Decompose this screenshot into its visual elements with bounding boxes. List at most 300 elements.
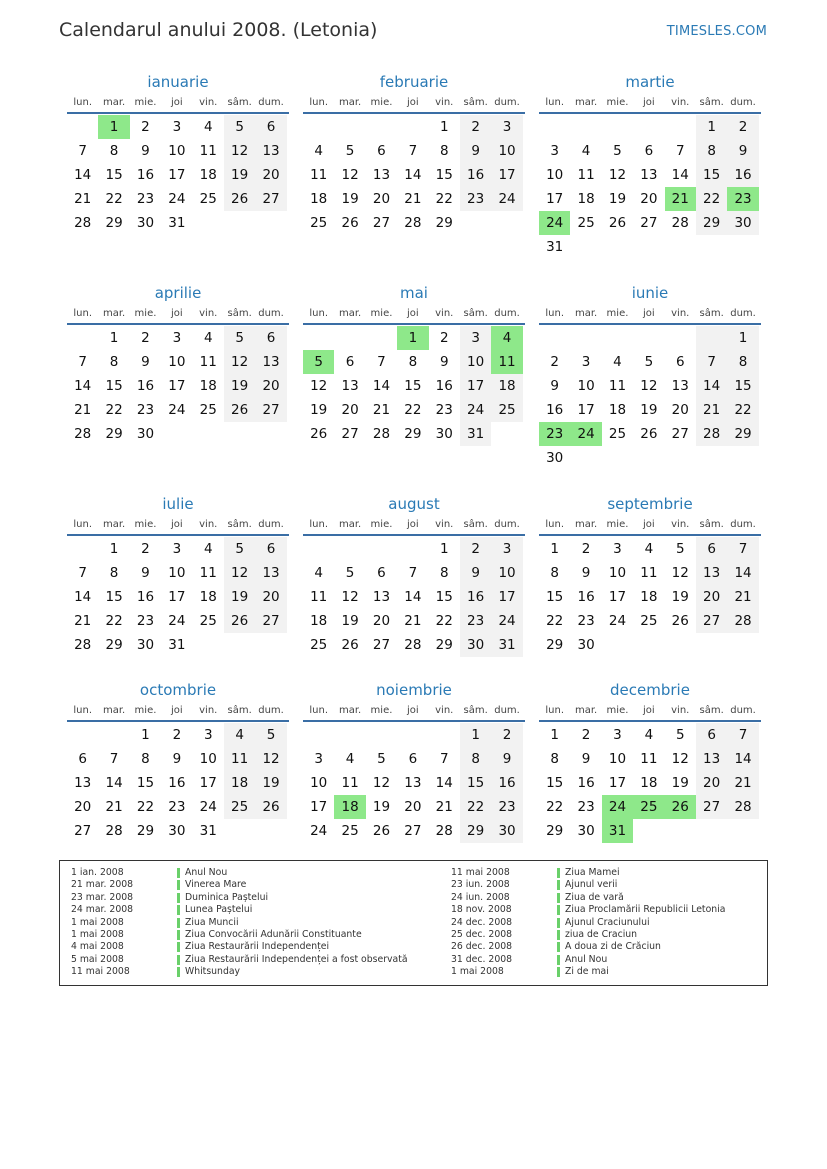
weekday-label: sâm. bbox=[227, 308, 252, 319]
day-cell: 26 bbox=[671, 613, 689, 629]
day-cell: 12 bbox=[341, 167, 359, 183]
day-cell: 24 bbox=[168, 191, 186, 207]
legend-row bbox=[451, 904, 725, 916]
weekday-label: sâm. bbox=[463, 308, 488, 319]
weekday-label: mie. bbox=[370, 97, 393, 108]
day-cell: 30 bbox=[491, 819, 522, 843]
day-cell: 24 bbox=[199, 799, 217, 815]
day-cell: 4 bbox=[203, 119, 213, 135]
day-cell: 25 bbox=[199, 402, 217, 418]
day-cell: 8 bbox=[109, 354, 119, 370]
empty-cell bbox=[570, 115, 601, 139]
day-cell: 17 bbox=[608, 775, 627, 791]
weekday-label: dum. bbox=[258, 705, 284, 716]
day-cell: 11 bbox=[199, 565, 217, 581]
legend-marker bbox=[177, 893, 180, 903]
month-martie bbox=[539, 72, 761, 259]
day-cell: 14 bbox=[435, 775, 453, 791]
legend-marker bbox=[557, 967, 560, 977]
day-grid bbox=[539, 723, 761, 843]
month-name: august bbox=[388, 495, 440, 513]
day-cell: 11 bbox=[199, 354, 217, 370]
site-link[interactable]: TIMESLES.COM bbox=[666, 24, 767, 39]
weekday-label: sâm. bbox=[463, 97, 488, 108]
day-cell: 21 bbox=[105, 799, 123, 815]
legend-marker bbox=[557, 942, 560, 952]
day-cell: 4 bbox=[581, 143, 591, 159]
day-cell: 12 bbox=[224, 350, 255, 374]
day-cell: 19 bbox=[224, 163, 255, 187]
empty-cell bbox=[366, 326, 397, 350]
day-cell: 15 bbox=[435, 589, 453, 605]
weekday-label: vin. bbox=[199, 705, 218, 716]
day-cell: 16 bbox=[577, 775, 595, 791]
empty-cell bbox=[602, 633, 633, 657]
day-cell: 30 bbox=[727, 211, 758, 235]
day-cell: 22 bbox=[435, 191, 453, 207]
day-cell: 19 bbox=[224, 585, 255, 609]
empty-cell bbox=[633, 446, 664, 470]
day-cell: 15 bbox=[460, 771, 491, 795]
day-cell: 9 bbox=[727, 139, 758, 163]
empty-cell bbox=[696, 446, 727, 470]
empty-cell bbox=[303, 115, 334, 139]
day-cell: 27 bbox=[255, 187, 286, 211]
weekday-label: mie. bbox=[134, 519, 157, 530]
day-cell: 9 bbox=[172, 751, 182, 767]
legend-marker bbox=[557, 893, 560, 903]
day-cell: 13 bbox=[255, 561, 286, 585]
day-cell: 2 bbox=[581, 541, 591, 557]
legend-date: 24 mar. 2008 bbox=[71, 904, 134, 916]
day-grid bbox=[303, 326, 525, 446]
empty-cell bbox=[255, 211, 286, 235]
month-mai bbox=[303, 283, 525, 446]
day-cell: 4 bbox=[203, 330, 213, 346]
day-cell: 12 bbox=[608, 167, 627, 183]
weekday-label: joi bbox=[643, 519, 655, 530]
empty-cell bbox=[303, 723, 334, 747]
day-cell: 16 bbox=[727, 163, 758, 187]
day-cell: 16 bbox=[136, 167, 155, 183]
legend-holiday-name: Whitsunday bbox=[185, 966, 241, 978]
weekday-header bbox=[67, 704, 289, 722]
day-cell: 16 bbox=[168, 775, 186, 791]
weekday-label: sâm. bbox=[463, 705, 488, 716]
day-cell: 29 bbox=[136, 823, 155, 839]
empty-cell bbox=[602, 115, 633, 139]
day-cell: 26 bbox=[608, 215, 627, 231]
empty-cell bbox=[665, 446, 696, 470]
day-cell: 13 bbox=[696, 561, 727, 585]
weekday-label: vin. bbox=[671, 519, 690, 530]
day-cell: 2 bbox=[172, 727, 182, 743]
legend-date: 26 dec. 2008 bbox=[451, 941, 513, 953]
day-cell: 8 bbox=[696, 139, 727, 163]
legend-holiday-name: Ziua Proclamării Republicii Letonia bbox=[565, 904, 726, 916]
weekday-label: vin. bbox=[199, 97, 218, 108]
day-cell: 3 bbox=[581, 354, 591, 370]
legend-date: 24 dec. 2008 bbox=[451, 916, 513, 928]
day-cell: 7 bbox=[78, 354, 87, 370]
day-cell: 29 bbox=[105, 215, 123, 231]
day-cell: 30 bbox=[168, 823, 186, 839]
weekday-label: lun. bbox=[73, 705, 93, 716]
day-cell: 7 bbox=[727, 537, 758, 561]
day-cell: 27 bbox=[696, 795, 727, 819]
day-cell: 9 bbox=[581, 565, 591, 581]
empty-cell bbox=[255, 819, 286, 843]
empty-cell bbox=[429, 723, 460, 747]
day-cell: 8 bbox=[408, 354, 418, 370]
day-cell: 13 bbox=[372, 589, 391, 605]
day-cell: 28 bbox=[671, 215, 689, 231]
legend-marker bbox=[557, 930, 560, 940]
day-cell: 10 bbox=[608, 565, 627, 581]
day-cell: 3 bbox=[460, 326, 491, 350]
day-cell: 29 bbox=[105, 426, 123, 442]
day-grid bbox=[67, 326, 289, 446]
legend-date: 23 iun. 2008 bbox=[451, 879, 510, 891]
day-cell: 12 bbox=[671, 565, 689, 581]
day-cell: 28 bbox=[105, 823, 123, 839]
weekday-header bbox=[539, 704, 761, 722]
empty-cell bbox=[303, 326, 334, 350]
day-cell: 23 bbox=[136, 613, 155, 629]
empty-cell bbox=[397, 537, 428, 561]
day-cell: 28 bbox=[727, 609, 758, 633]
empty-cell bbox=[665, 326, 696, 350]
weekday-label: sâm. bbox=[227, 97, 252, 108]
day-cell: 24 bbox=[168, 613, 186, 629]
day-cell: 24 bbox=[168, 402, 186, 418]
day-cell: 18 bbox=[310, 613, 328, 629]
weekday-label: mie. bbox=[370, 308, 393, 319]
day-cell: 28 bbox=[74, 426, 92, 442]
day-cell: 26 bbox=[341, 637, 359, 653]
legend-marker bbox=[177, 967, 180, 977]
day-cell: 9 bbox=[141, 565, 150, 581]
day-cell: 12 bbox=[224, 139, 255, 163]
day-cell: 11 bbox=[608, 378, 627, 394]
legend-date: 31 dec. 2008 bbox=[451, 953, 513, 965]
day-cell: 1 bbox=[98, 115, 129, 139]
weekday-label: joi bbox=[407, 519, 419, 530]
day-cell: 21 bbox=[696, 398, 727, 422]
empty-cell bbox=[633, 819, 664, 843]
day-cell: 25 bbox=[310, 215, 328, 231]
day-cell: 31 bbox=[168, 215, 186, 231]
empty-cell bbox=[633, 235, 664, 259]
legend-row bbox=[71, 954, 408, 966]
empty-cell bbox=[67, 537, 98, 561]
day-cell: 22 bbox=[105, 191, 123, 207]
empty-cell bbox=[602, 446, 633, 470]
day-cell: 17 bbox=[546, 191, 564, 207]
day-cell: 11 bbox=[640, 751, 658, 767]
day-cell: 11 bbox=[577, 167, 595, 183]
empty-cell bbox=[696, 819, 727, 843]
day-cell: 15 bbox=[136, 775, 155, 791]
legend-row bbox=[451, 879, 725, 891]
day-cell: 14 bbox=[727, 561, 758, 585]
day-cell: 16 bbox=[546, 402, 564, 418]
empty-cell bbox=[665, 235, 696, 259]
day-grid bbox=[67, 115, 289, 235]
day-cell: 27 bbox=[255, 609, 286, 633]
day-cell: 5 bbox=[345, 565, 355, 581]
legend-date: 1 mai 2008 bbox=[71, 916, 124, 928]
day-cell: 22 bbox=[546, 613, 564, 629]
legend-date: 21 mar. 2008 bbox=[71, 879, 134, 891]
day-cell: 24 bbox=[608, 613, 627, 629]
day-cell: 9 bbox=[460, 561, 491, 585]
day-cell: 30 bbox=[460, 633, 491, 657]
legend-date: 4 mai 2008 bbox=[71, 941, 124, 953]
day-grid bbox=[67, 537, 289, 657]
day-cell: 7 bbox=[78, 565, 87, 581]
weekday-label: lun. bbox=[73, 97, 93, 108]
empty-cell bbox=[193, 422, 224, 446]
day-cell: 8 bbox=[727, 350, 758, 374]
empty-cell bbox=[696, 326, 727, 350]
legend-row bbox=[71, 879, 408, 891]
weekday-label: mie. bbox=[606, 705, 629, 716]
day-cell: 22 bbox=[460, 795, 491, 819]
day-cell: 14 bbox=[727, 747, 758, 771]
legend-marker bbox=[557, 905, 560, 915]
legend-holiday-name: Ziua Mamei bbox=[565, 867, 620, 878]
weekday-label: vin. bbox=[199, 308, 218, 319]
day-cell: 29 bbox=[546, 823, 564, 839]
day-cell: 20 bbox=[696, 585, 727, 609]
day-cell: 31 bbox=[602, 819, 633, 843]
weekday-label: dum. bbox=[494, 308, 520, 319]
day-cell: 24 bbox=[570, 422, 601, 446]
holiday-legend bbox=[59, 860, 768, 986]
month-iulie bbox=[67, 494, 289, 657]
empty-cell bbox=[570, 326, 601, 350]
day-cell: 18 bbox=[224, 771, 255, 795]
day-cell: 5 bbox=[675, 727, 685, 743]
day-cell: 25 bbox=[199, 613, 217, 629]
day-cell: 22 bbox=[136, 799, 155, 815]
weekday-label: lun. bbox=[545, 97, 565, 108]
empty-cell bbox=[224, 211, 255, 235]
legend-marker bbox=[177, 905, 180, 915]
day-cell: 28 bbox=[74, 215, 92, 231]
day-cell: 6 bbox=[675, 354, 685, 370]
day-cell: 14 bbox=[372, 378, 391, 394]
legend-row bbox=[451, 917, 725, 929]
day-cell: 22 bbox=[404, 402, 422, 418]
day-cell: 26 bbox=[255, 795, 286, 819]
legend-marker bbox=[177, 918, 180, 928]
legend-row bbox=[71, 917, 408, 929]
legend-row bbox=[71, 941, 408, 953]
empty-cell bbox=[67, 326, 98, 350]
day-cell: 27 bbox=[372, 637, 391, 653]
month-august bbox=[303, 494, 525, 657]
day-cell: 2 bbox=[439, 330, 449, 346]
day-cell: 17 bbox=[168, 589, 186, 605]
day-cell: 8 bbox=[550, 565, 559, 581]
month-name: noiembrie bbox=[376, 681, 452, 699]
day-cell: 5 bbox=[675, 541, 685, 557]
day-cell: 10 bbox=[168, 143, 186, 159]
day-cell: 21 bbox=[727, 585, 758, 609]
day-cell: 23 bbox=[168, 799, 186, 815]
empty-cell bbox=[727, 819, 758, 843]
day-cell: 20 bbox=[671, 402, 689, 418]
day-cell: 11 bbox=[491, 350, 522, 374]
day-cell: 10 bbox=[491, 561, 522, 585]
day-cell: 19 bbox=[671, 589, 689, 605]
legend-marker bbox=[177, 955, 180, 965]
legend-marker bbox=[557, 955, 560, 965]
weekday-header bbox=[303, 307, 525, 325]
legend-marker bbox=[177, 930, 180, 940]
empty-cell bbox=[696, 633, 727, 657]
empty-cell bbox=[67, 115, 98, 139]
day-cell: 7 bbox=[408, 565, 418, 581]
legend-row bbox=[71, 892, 408, 904]
legend-column-left bbox=[71, 867, 408, 979]
day-cell: 20 bbox=[404, 799, 422, 815]
weekday-label: lun. bbox=[309, 308, 329, 319]
day-cell: 5 bbox=[255, 723, 286, 747]
day-cell: 1 bbox=[439, 119, 449, 135]
day-cell: 1 bbox=[439, 541, 449, 557]
weekday-label: mie. bbox=[606, 308, 629, 319]
day-cell: 18 bbox=[199, 167, 217, 183]
day-cell: 15 bbox=[727, 374, 758, 398]
day-grid bbox=[539, 115, 761, 259]
weekday-label: mar. bbox=[102, 308, 126, 319]
empty-cell bbox=[460, 211, 491, 235]
day-cell: 24 bbox=[602, 795, 633, 819]
day-cell: 17 bbox=[608, 589, 627, 605]
day-cell: 23 bbox=[136, 191, 155, 207]
empty-cell bbox=[602, 326, 633, 350]
day-cell: 19 bbox=[310, 402, 328, 418]
legend-date: 5 mai 2008 bbox=[71, 953, 124, 965]
day-cell: 15 bbox=[105, 378, 123, 394]
day-cell: 29 bbox=[105, 637, 123, 653]
weekday-header bbox=[303, 704, 525, 722]
legend-date: 1 ian. 2008 bbox=[71, 867, 124, 878]
empty-cell bbox=[397, 723, 428, 747]
day-cell: 14 bbox=[404, 589, 422, 605]
weekday-label: mar. bbox=[338, 519, 362, 530]
empty-cell bbox=[255, 633, 286, 657]
day-cell: 21 bbox=[74, 613, 92, 629]
day-cell: 1 bbox=[109, 541, 119, 557]
day-cell: 2 bbox=[460, 115, 491, 139]
legend-row bbox=[451, 867, 725, 879]
weekday-label: mie. bbox=[606, 97, 629, 108]
day-cell: 27 bbox=[696, 609, 727, 633]
day-cell: 16 bbox=[435, 378, 453, 394]
empty-cell bbox=[98, 723, 129, 747]
day-cell: 13 bbox=[255, 139, 286, 163]
weekday-label: dum. bbox=[258, 308, 284, 319]
legend-column-right bbox=[451, 867, 725, 979]
day-cell: 17 bbox=[460, 374, 491, 398]
legend-row bbox=[451, 954, 725, 966]
legend-row bbox=[71, 966, 408, 978]
day-cell: 31 bbox=[546, 239, 564, 255]
month-name: martie bbox=[625, 73, 675, 91]
day-cell: 5 bbox=[345, 143, 355, 159]
empty-cell bbox=[67, 723, 98, 747]
empty-cell bbox=[570, 235, 601, 259]
day-cell: 26 bbox=[341, 215, 359, 231]
day-cell: 16 bbox=[491, 771, 522, 795]
weekday-label: mie. bbox=[370, 705, 393, 716]
day-cell: 22 bbox=[727, 398, 758, 422]
day-cell: 7 bbox=[439, 751, 449, 767]
weekday-label: lun. bbox=[73, 308, 93, 319]
empty-cell bbox=[224, 633, 255, 657]
day-cell: 8 bbox=[109, 565, 119, 581]
day-cell: 17 bbox=[168, 378, 186, 394]
month-decembrie bbox=[539, 680, 761, 843]
weekday-label: dum. bbox=[258, 97, 284, 108]
day-cell: 25 bbox=[341, 823, 359, 839]
day-cell: 21 bbox=[372, 402, 391, 418]
weekday-label: sâm. bbox=[699, 308, 724, 319]
day-cell: 15 bbox=[105, 589, 123, 605]
legend-marker bbox=[557, 880, 560, 890]
day-cell: 20 bbox=[696, 771, 727, 795]
day-cell: 2 bbox=[550, 354, 559, 370]
day-cell: 12 bbox=[255, 747, 286, 771]
weekday-label: sâm. bbox=[699, 97, 724, 108]
legend-holiday-name: Duminica Paștelui bbox=[185, 891, 269, 903]
day-cell: 29 bbox=[435, 215, 453, 231]
legend-row bbox=[71, 867, 408, 879]
day-cell: 28 bbox=[727, 795, 758, 819]
day-cell: 11 bbox=[640, 565, 658, 581]
day-cell: 10 bbox=[491, 139, 522, 163]
day-cell: 26 bbox=[224, 609, 255, 633]
day-cell: 16 bbox=[577, 589, 595, 605]
day-cell: 30 bbox=[136, 215, 155, 231]
day-cell: 15 bbox=[105, 167, 123, 183]
month-septembrie bbox=[539, 494, 761, 657]
day-cell: 20 bbox=[255, 585, 286, 609]
weekday-label: joi bbox=[171, 519, 183, 530]
weekday-label: vin. bbox=[435, 308, 454, 319]
weekday-label: vin. bbox=[435, 705, 454, 716]
day-cell: 11 bbox=[199, 143, 217, 159]
day-cell: 6 bbox=[345, 354, 355, 370]
day-cell: 17 bbox=[491, 163, 522, 187]
legend-holiday-name: Vinerea Mare bbox=[185, 879, 247, 891]
weekday-label: mar. bbox=[338, 705, 362, 716]
legend-holiday-name: A doua zi de Crăciun bbox=[565, 941, 661, 953]
weekday-label: joi bbox=[643, 705, 655, 716]
day-cell: 23 bbox=[136, 402, 155, 418]
day-cell: 11 bbox=[310, 167, 328, 183]
day-cell: 1 bbox=[696, 115, 727, 139]
day-cell: 1 bbox=[550, 727, 559, 743]
legend-date: 1 mai 2008 bbox=[71, 928, 124, 940]
day-cell: 6 bbox=[255, 537, 286, 561]
empty-cell bbox=[397, 115, 428, 139]
month-name: iulie bbox=[162, 495, 194, 513]
